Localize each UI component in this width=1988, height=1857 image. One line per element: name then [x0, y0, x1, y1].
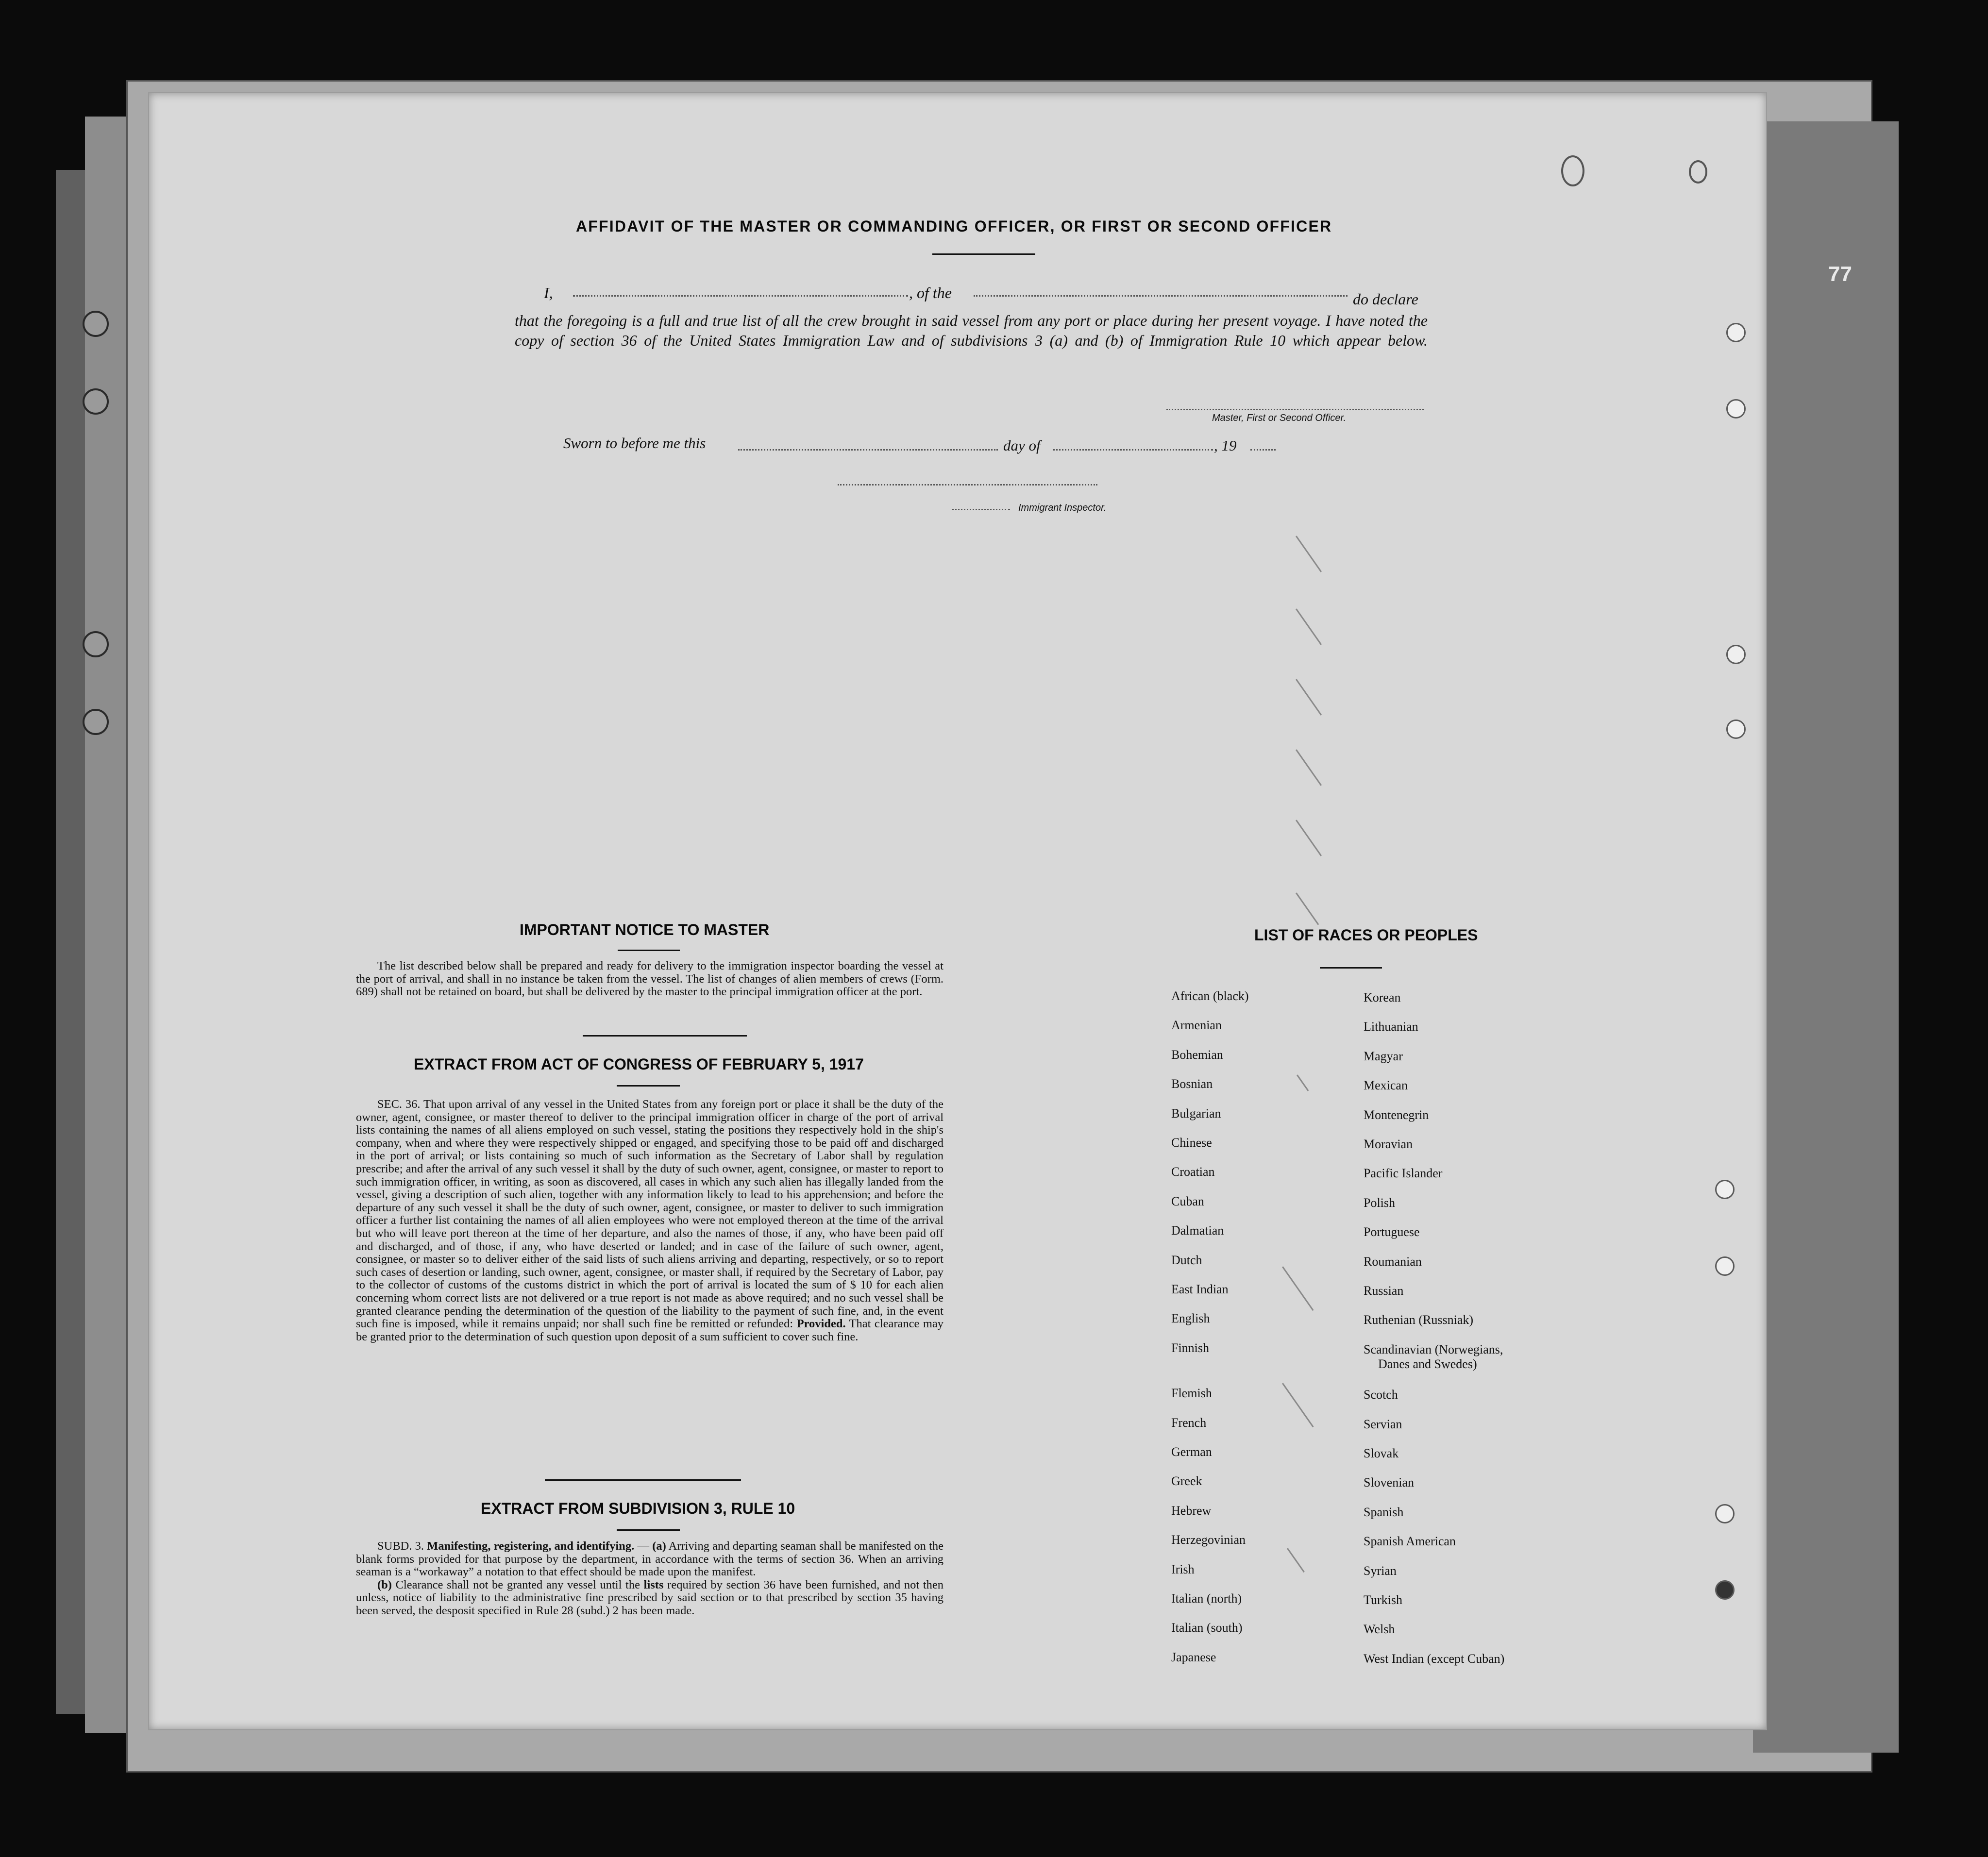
- affidavit-body: that the foregoing is a full and true list of all the crew brought in said vessel from any port or place during her present voyage. I have noted the copy of section 36 of the United States Immigration Law and of subdivisions 3 (a) and (b) of Immigration Rule 10 which appear below.: [515, 312, 1428, 349]
- rule-extract-subd-a: [356, 1540, 943, 1579]
- race-item: Servian: [1364, 1417, 1402, 1431]
- binder-hole-icon: [83, 709, 109, 735]
- race-item: Finnish: [1171, 1340, 1210, 1355]
- race-item: Montenegrin: [1364, 1107, 1429, 1122]
- notice-paragraph: The list described below shall be prepared and ready for delivery to the immigration inspector boarding the vessel at the port of arrival, and shall in no instance be taken from the vessel. The list of changes of alien members of crews (Form. 689) shall not be retained on board, but shall be delivered by the master to the principal immigration officer at the port.: [356, 959, 943, 999]
- race-item: Portuguese: [1364, 1225, 1420, 1239]
- affidavit-title-rule: [932, 253, 1035, 255]
- race-item: Moravian: [1364, 1137, 1413, 1151]
- notice-section-rule: [583, 1035, 747, 1037]
- race-item: Slovenian: [1364, 1475, 1414, 1490]
- race-item: Syrian: [1364, 1563, 1397, 1578]
- rule-extract-title: EXTRACT FROM SUBDIVISION 3, RULE 10: [481, 1500, 795, 1517]
- sworn-year-prefix: , 19: [1214, 437, 1237, 454]
- race-item: Greek: [1171, 1474, 1202, 1489]
- sworn-day-field[interactable]: [738, 449, 998, 451]
- sworn-year-field[interactable]: [1250, 449, 1276, 451]
- race-item: Scandinavian (Norwegians,: [1364, 1342, 1503, 1356]
- race-item: Lithuanian: [1364, 1020, 1418, 1034]
- race-item: Ruthenian (Russniak): [1364, 1313, 1474, 1327]
- punch-hole-icon: [1726, 323, 1746, 342]
- race-item: English: [1171, 1311, 1210, 1326]
- races-title-rule: [1320, 967, 1382, 969]
- affidavit-i: I,: [544, 284, 553, 301]
- punch-hole-icon: [1715, 1504, 1735, 1523]
- race-item: Bulgarian: [1171, 1106, 1221, 1121]
- race-item: Roumanian: [1364, 1254, 1422, 1269]
- race-item: Polish: [1364, 1195, 1396, 1210]
- inspector-caption: Immigrant Inspector.: [1018, 502, 1107, 513]
- notice-title-rule: [618, 950, 680, 951]
- punch-hole-icon: [1726, 719, 1746, 739]
- back-sheet-right: [1753, 121, 1899, 1753]
- binder-hole-icon: [83, 631, 109, 657]
- binder-hole-icon: [83, 311, 109, 337]
- race-item: Chinese: [1171, 1136, 1212, 1150]
- race-item: Bohemian: [1171, 1047, 1223, 1062]
- race-item: German: [1171, 1445, 1212, 1459]
- race-item: Herzegovinian: [1171, 1533, 1246, 1547]
- race-item: Mexican: [1364, 1078, 1408, 1093]
- punch-hole-icon: [1726, 645, 1746, 664]
- rule-extract-a-text: Arriving and departing seaman shall be manifested on the blank forms provided for that purpose by the department, in accordance with the terms of section 36. When an arriving seaman is a “workaway” a notation to that effect should be made upon the manifest.: [356, 1539, 944, 1579]
- race-item: Italian (north): [1171, 1591, 1242, 1606]
- rule-extract-subd-label: SUBD. 3.: [377, 1539, 424, 1553]
- rule-extract-b-text-end: required by section 36 have been furnished, and not then unless, notice of liability to the administrative fine prescribed by said section or to that prescribed by section 35 having been served, the desposit specified in Rule 28 (subd.) 2 has been made.: [356, 1578, 944, 1617]
- race-item: Scotch: [1364, 1388, 1398, 1402]
- race-item: African (black): [1171, 989, 1249, 1003]
- race-item: Spanish American: [1364, 1534, 1456, 1549]
- race-item: Slovak: [1364, 1446, 1399, 1460]
- rule-extract-body: [356, 1540, 943, 1618]
- rule-extract-b-label: (b): [377, 1578, 392, 1591]
- race-item: Armenian: [1171, 1018, 1222, 1033]
- race-item: Magyar: [1364, 1049, 1403, 1063]
- race-item: West Indian (except Cuban): [1364, 1651, 1505, 1666]
- race-item: Welsh: [1364, 1622, 1395, 1637]
- ring-mark-icon: [1561, 155, 1584, 186]
- vessel-name-field[interactable]: [974, 295, 1348, 297]
- act-extract-provided: Provided.: [796, 1317, 846, 1331]
- race-item: Hebrew: [1171, 1503, 1212, 1518]
- race-item: Japanese: [1171, 1650, 1216, 1664]
- rule-extract-title-rule: [617, 1529, 680, 1531]
- race-item: Turkish: [1364, 1593, 1402, 1607]
- act-extract-text-end: That clearance may be granted prior to the determination of such question upon deposit of a sum sufficient to cover such fine.: [356, 1317, 944, 1343]
- master-name-field[interactable]: [573, 295, 908, 297]
- inspector-signature-field[interactable]: [838, 484, 1097, 485]
- sworn-prefix: Sworn to before me this: [563, 435, 706, 452]
- act-extract-paragraph: [356, 1098, 943, 1343]
- act-section-rule: [545, 1479, 741, 1481]
- master-signature-caption: Master, First or Second Officer.: [1212, 413, 1347, 423]
- race-item: Italian (south): [1171, 1621, 1243, 1635]
- rule-extract-a-label: (a): [652, 1539, 666, 1553]
- race-item: Irish: [1171, 1562, 1195, 1576]
- race-item: Croatian: [1171, 1165, 1215, 1179]
- punch-hole-icon: [1726, 399, 1746, 418]
- race-item: Russian: [1364, 1284, 1404, 1298]
- rule-extract-dash: —: [637, 1539, 649, 1553]
- ring-mark-icon: [1689, 160, 1707, 184]
- affidavit-do-declare: do declare: [1353, 290, 1418, 308]
- punch-hole-icon: [1715, 1256, 1735, 1276]
- inspector-signature-field-short[interactable]: [952, 509, 1010, 510]
- affidavit-title: AFFIDAVIT OF THE MASTER OR COMMANDING OFFICER, OR FIRST OR SECOND OFFICER: [576, 217, 1332, 235]
- page-number: 77: [1828, 262, 1852, 286]
- rule-extract-subd-b: [356, 1579, 943, 1618]
- notice-body: [356, 960, 943, 999]
- act-extract-text: SEC. 36. That upon arrival of any vessel in the United States from any foreign port or place it shall be the duty of the owner, agent, consignee, or master thereof to deliver to the principal immigration officer in charge of the port of arrival lists containing the names of all aliens employed on such vessel, stating the positions they respectively hold in the ship's company, when and where they were respectively shipped or engaged, and specifying those to be paid off and discharged in the port of arrival; or lists containing so much of such information as the Secretary of Labor shall by regulation prescribe; and after the arrival of any such vessel it shall by the duty of such owner, agent, consignee, or master to report to such immigration officer, in writing, as soon as discovered, all cases in which any such alien has illegally landed from the vessel, giving a description of such alien, together with any information likely to lead to his apprehension; and before the departure of any such vessel it shall be the duty of such owner, agent, consignee, or master to deliver to such immigration officer a further list containing the names of all alien employees who were not employed thereon at the time of the arrival but who will leave port thereon at the time of her departure, and also the names of those, if any, who have been paid off and discharged, and of those, if any, who have deserted or landed; and in case of the failure of such owner, agent, consignee, or master so to deliver either of the said lists of such aliens arriving and departing, respectively, or so to report such cases of desertion or landing, such owner, agent, consignee, or master shall, if required by the Secretary of Labor, pay to the collector of customs of the customs district in which the port of arrival is located the sum of $ 10 for each alien concerning whom correct lists are not delivered or a true report is not made as above required; and no such vessel shall be granted clearance pending the determination of the question of the liability to the payment of such fine, and, in the event such fine is imposed, while it remains unpaid; nor shall such fine be remitted or refunded:: [356, 1098, 943, 1331]
- rule-extract-b-lists: lists: [643, 1578, 664, 1591]
- punch-hole-icon: [1715, 1580, 1735, 1600]
- race-item: Korean: [1364, 990, 1401, 1004]
- binder-hole-icon: [83, 388, 109, 415]
- affidavit-of-the: , of the: [909, 284, 952, 301]
- act-extract-body: [356, 1098, 943, 1343]
- race-item: Danes and Swedes): [1378, 1356, 1477, 1371]
- rule-extract-b-text: Clearance shall not be granted any vessel until the: [395, 1578, 640, 1591]
- race-item: East Indian: [1171, 1282, 1229, 1296]
- punch-hole-icon: [1715, 1180, 1735, 1199]
- race-item: Dutch: [1171, 1253, 1202, 1267]
- race-item: Dalmatian: [1171, 1223, 1224, 1238]
- race-item: Flemish: [1171, 1386, 1212, 1401]
- race-item: Bosnian: [1171, 1077, 1213, 1091]
- races-title: LIST OF RACES OR PEOPLES: [1254, 926, 1478, 944]
- rule-extract-subd-heading: Manifesting, registering, and identifying.: [427, 1539, 635, 1553]
- sworn-day-of: day of: [1003, 437, 1041, 454]
- master-signature-field[interactable]: [1166, 409, 1424, 410]
- notice-title: IMPORTANT NOTICE TO MASTER: [520, 921, 770, 938]
- act-extract-title-rule: [617, 1085, 680, 1087]
- race-item: Spanish: [1364, 1505, 1404, 1519]
- race-item: French: [1171, 1415, 1207, 1430]
- sworn-month-field[interactable]: [1053, 449, 1213, 451]
- race-item: Cuban: [1171, 1194, 1204, 1208]
- race-item: Pacific Islander: [1364, 1166, 1443, 1181]
- act-extract-title: EXTRACT FROM ACT OF CONGRESS OF FEBRUARY 5, 1917: [414, 1055, 864, 1073]
